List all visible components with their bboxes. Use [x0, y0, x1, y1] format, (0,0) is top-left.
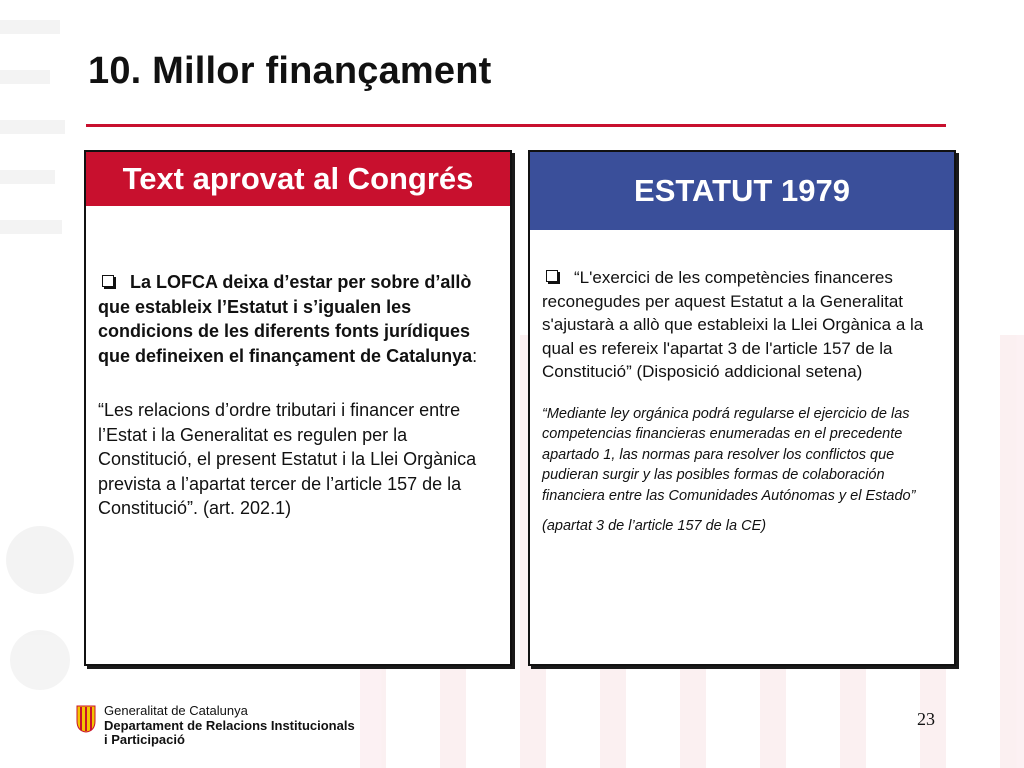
panel-body-right	[542, 266, 944, 537]
panel-text-aprovat-congres	[84, 150, 512, 666]
panel-estatut-1979	[528, 150, 956, 666]
footer-line-departament: Departament de Relacions Institucionals	[104, 717, 355, 733]
slide-title: 10. Millor finançament	[88, 50, 492, 92]
bullet-paragraph-competencies	[542, 266, 944, 384]
footer-department	[104, 704, 355, 748]
page-number: 23	[917, 709, 935, 729]
article-reference: (apartat 3 de l’article 157 de la CE)	[542, 518, 767, 534]
generalitat-logo-icon	[76, 705, 96, 733]
panel-body-left	[98, 270, 500, 521]
bullet-suffix: :	[472, 345, 478, 366]
bullet-text-lofca: La LOFCA deixa d’estar per sobre d’allò que estableix l’Estatut i s’igualen les condicions de les diferents fonts jurídiques que defineixen el finançament de Catalunya	[98, 272, 473, 366]
quote-art-202: “Les relacions d’ordre tributari i financer entre l’Estat i la Generalitat es regulen per la Constitució, el present Estatut i la Llei Orgànica prevista a l’apartat tercer de l’article 157 de la Constitució”. (art. 202.1)	[98, 400, 477, 518]
panel-header-text-aprovat: Text aprovat al Congrés	[86, 152, 510, 206]
panel-header-estatut-1979: ESTATUT 1979	[530, 152, 954, 230]
footer-line-generalitat: Generalitat de Catalunya	[104, 703, 248, 718]
title-underline	[86, 124, 946, 127]
checkbox-bullet-icon	[546, 270, 558, 282]
bullet-text-competencies: “L'exercici de les competències financeres reconegudes per aquest Estatut a la Generalitat s'ajustarà a allò que estableixi la Llei Orgànica a la qual es refereix l'apartat 3 de l'article 157 de la Constitució” (Disposició addicional setena)	[542, 268, 924, 381]
footer-line-participacio: i Participació	[104, 732, 185, 747]
checkbox-bullet-icon	[102, 275, 114, 287]
spanish-quote: “Mediante ley orgánica podrá regularse el ejercicio de las competencias financieras enumeradas en el precedente apartado 1, las normas para resolver los conflictos que pudieran surgir y las posibles formas de colaboración financiera entre las Comunidades Autónomas y el Estado”	[542, 405, 916, 504]
bullet-paragraph-lofca	[98, 270, 500, 368]
